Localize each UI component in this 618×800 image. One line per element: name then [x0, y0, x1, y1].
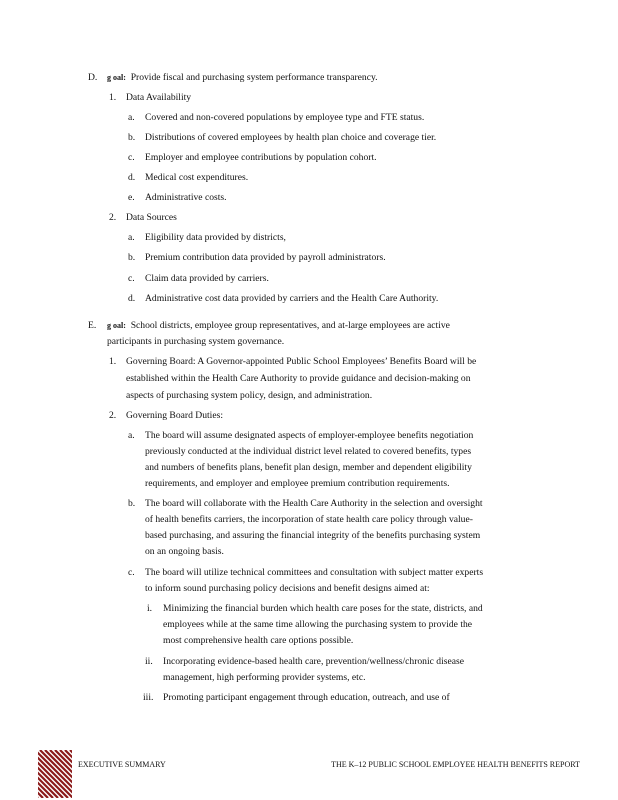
- e2c-i-line-1: Minimizing the financial burden which health care poses for the state, districts, and: [163, 603, 483, 614]
- e1-line-3: aspects of purchasing system policy, design, and administration.: [126, 390, 373, 401]
- d1e-text: Administrative costs.: [145, 192, 227, 203]
- e2c-iii-line-1: Promoting participant engagement through education, outreach, and use of: [163, 692, 450, 703]
- section-e-goal-text-1: School districts, employee group representatives, and at-large employees are active: [130, 320, 450, 331]
- e2c-i-marker: i.: [147, 603, 153, 614]
- e2c-ii-line-1: Incorporating evidence-based health care, prevention/wellness/chronic disease: [163, 656, 465, 667]
- e2a-marker: a.: [128, 430, 135, 441]
- d1a-marker: a.: [128, 112, 135, 123]
- d2b-text: Premium contribution data provided by payroll administrators.: [145, 252, 386, 263]
- e2c-line-1: The board will utilize technical committees and consultation with subject matter experts: [145, 567, 484, 578]
- e1-line-2: established within the Health Care Authority to provide guidance and decision-making on: [126, 373, 471, 384]
- e2c-ii-marker: ii.: [145, 656, 153, 667]
- e2b-line-3: based purchasing, and assuring the financial integrity of the benefits purchasing system: [145, 530, 481, 541]
- d1-title: Data Availability: [126, 92, 192, 103]
- e2c-i-line-3: most comprehensive health care options possible.: [163, 635, 354, 646]
- d2d-marker: d.: [128, 293, 136, 304]
- d1b-marker: b.: [128, 132, 136, 143]
- e2c-ii-line-2: management, high performing provider systems, etc.: [163, 672, 366, 683]
- d1-marker: 1.: [109, 92, 117, 103]
- e2b-marker: b.: [128, 498, 136, 509]
- diagonal-stripes-logo-icon: [38, 750, 72, 798]
- d2-title: Data Sources: [126, 212, 177, 223]
- e2c-line-2: to inform sound purchasing policy decisions and benefit designs aimed at:: [145, 583, 430, 594]
- section-e-goal-label: g oal:: [107, 321, 126, 330]
- d1d-marker: d.: [128, 172, 136, 183]
- section-d-goal-text: Provide fiscal and purchasing system performance transparency.: [130, 72, 378, 83]
- section-d-goal: [107, 72, 378, 84]
- e2b-line-1: The board will collaborate with the Health Care Authority in the selection and oversight: [145, 498, 483, 509]
- e2a-line-2: previously conducted at the individual district level related to covered benefits, types: [145, 446, 472, 457]
- d2a-marker: a.: [128, 232, 135, 243]
- e2c-marker: c.: [128, 567, 135, 578]
- d2c-marker: c.: [128, 273, 135, 284]
- d1c-text: Employer and employee contributions by population cohort.: [145, 152, 377, 163]
- d1c-marker: c.: [128, 152, 135, 163]
- d1e-marker: e.: [128, 192, 135, 203]
- footer-section-label: EXECUTIVE SUMMARY: [78, 760, 166, 769]
- d2b-marker: b.: [128, 252, 136, 263]
- d1a-text: Covered and non-covered populations by employee type and FTE status.: [145, 112, 425, 123]
- e2a-line-4: requirements, and employer and employee premium contribution requirements.: [145, 478, 450, 489]
- e2b-line-2: of health benefits carriers, the incorporation of state health care policy through value-: [145, 514, 473, 525]
- section-e-marker: E.: [88, 320, 97, 331]
- d2d-text: Administrative cost data provided by carriers and the Health Care Authority.: [145, 293, 439, 304]
- section-e-goal-line-1: [107, 320, 450, 332]
- e1-line-1: Governing Board: A Governor-appointed Public School Employees’ Benefits Board will be: [126, 356, 477, 367]
- e2a-line-3: and numbers of benefits plans, benefit plan design, member and dependent eligibility: [145, 462, 472, 473]
- footer-report-title: THE K–12 PUBLIC SCHOOL EMPLOYEE HEALTH BENEFITS REPORT: [331, 760, 580, 769]
- d2c-text: Claim data provided by carriers.: [145, 273, 269, 284]
- e2c-i-line-2: employees while at the same time allowing the purchasing system to provide the: [163, 619, 473, 630]
- d1d-text: Medical cost expenditures.: [145, 172, 249, 183]
- section-d-marker: D.: [88, 72, 98, 83]
- e1-marker: 1.: [109, 356, 117, 367]
- d2-marker: 2.: [109, 212, 117, 223]
- e2-marker: 2.: [109, 410, 117, 421]
- e2a-line-1: The board will assume designated aspects of employer-employee benefits negotiation: [145, 430, 474, 441]
- section-e-goal-line-2: participants in purchasing system governance.: [107, 336, 285, 347]
- section-d-goal-label: g oal:: [107, 73, 126, 82]
- e2b-line-4: on an ongoing basis.: [145, 546, 224, 557]
- e2-title: Governing Board Duties:: [126, 410, 223, 421]
- e2c-iii-marker: iii.: [143, 692, 154, 703]
- d2a-text: Eligibility data provided by districts,: [145, 232, 286, 243]
- d1b-text: Distributions of covered employees by health plan choice and coverage tier.: [145, 132, 437, 143]
